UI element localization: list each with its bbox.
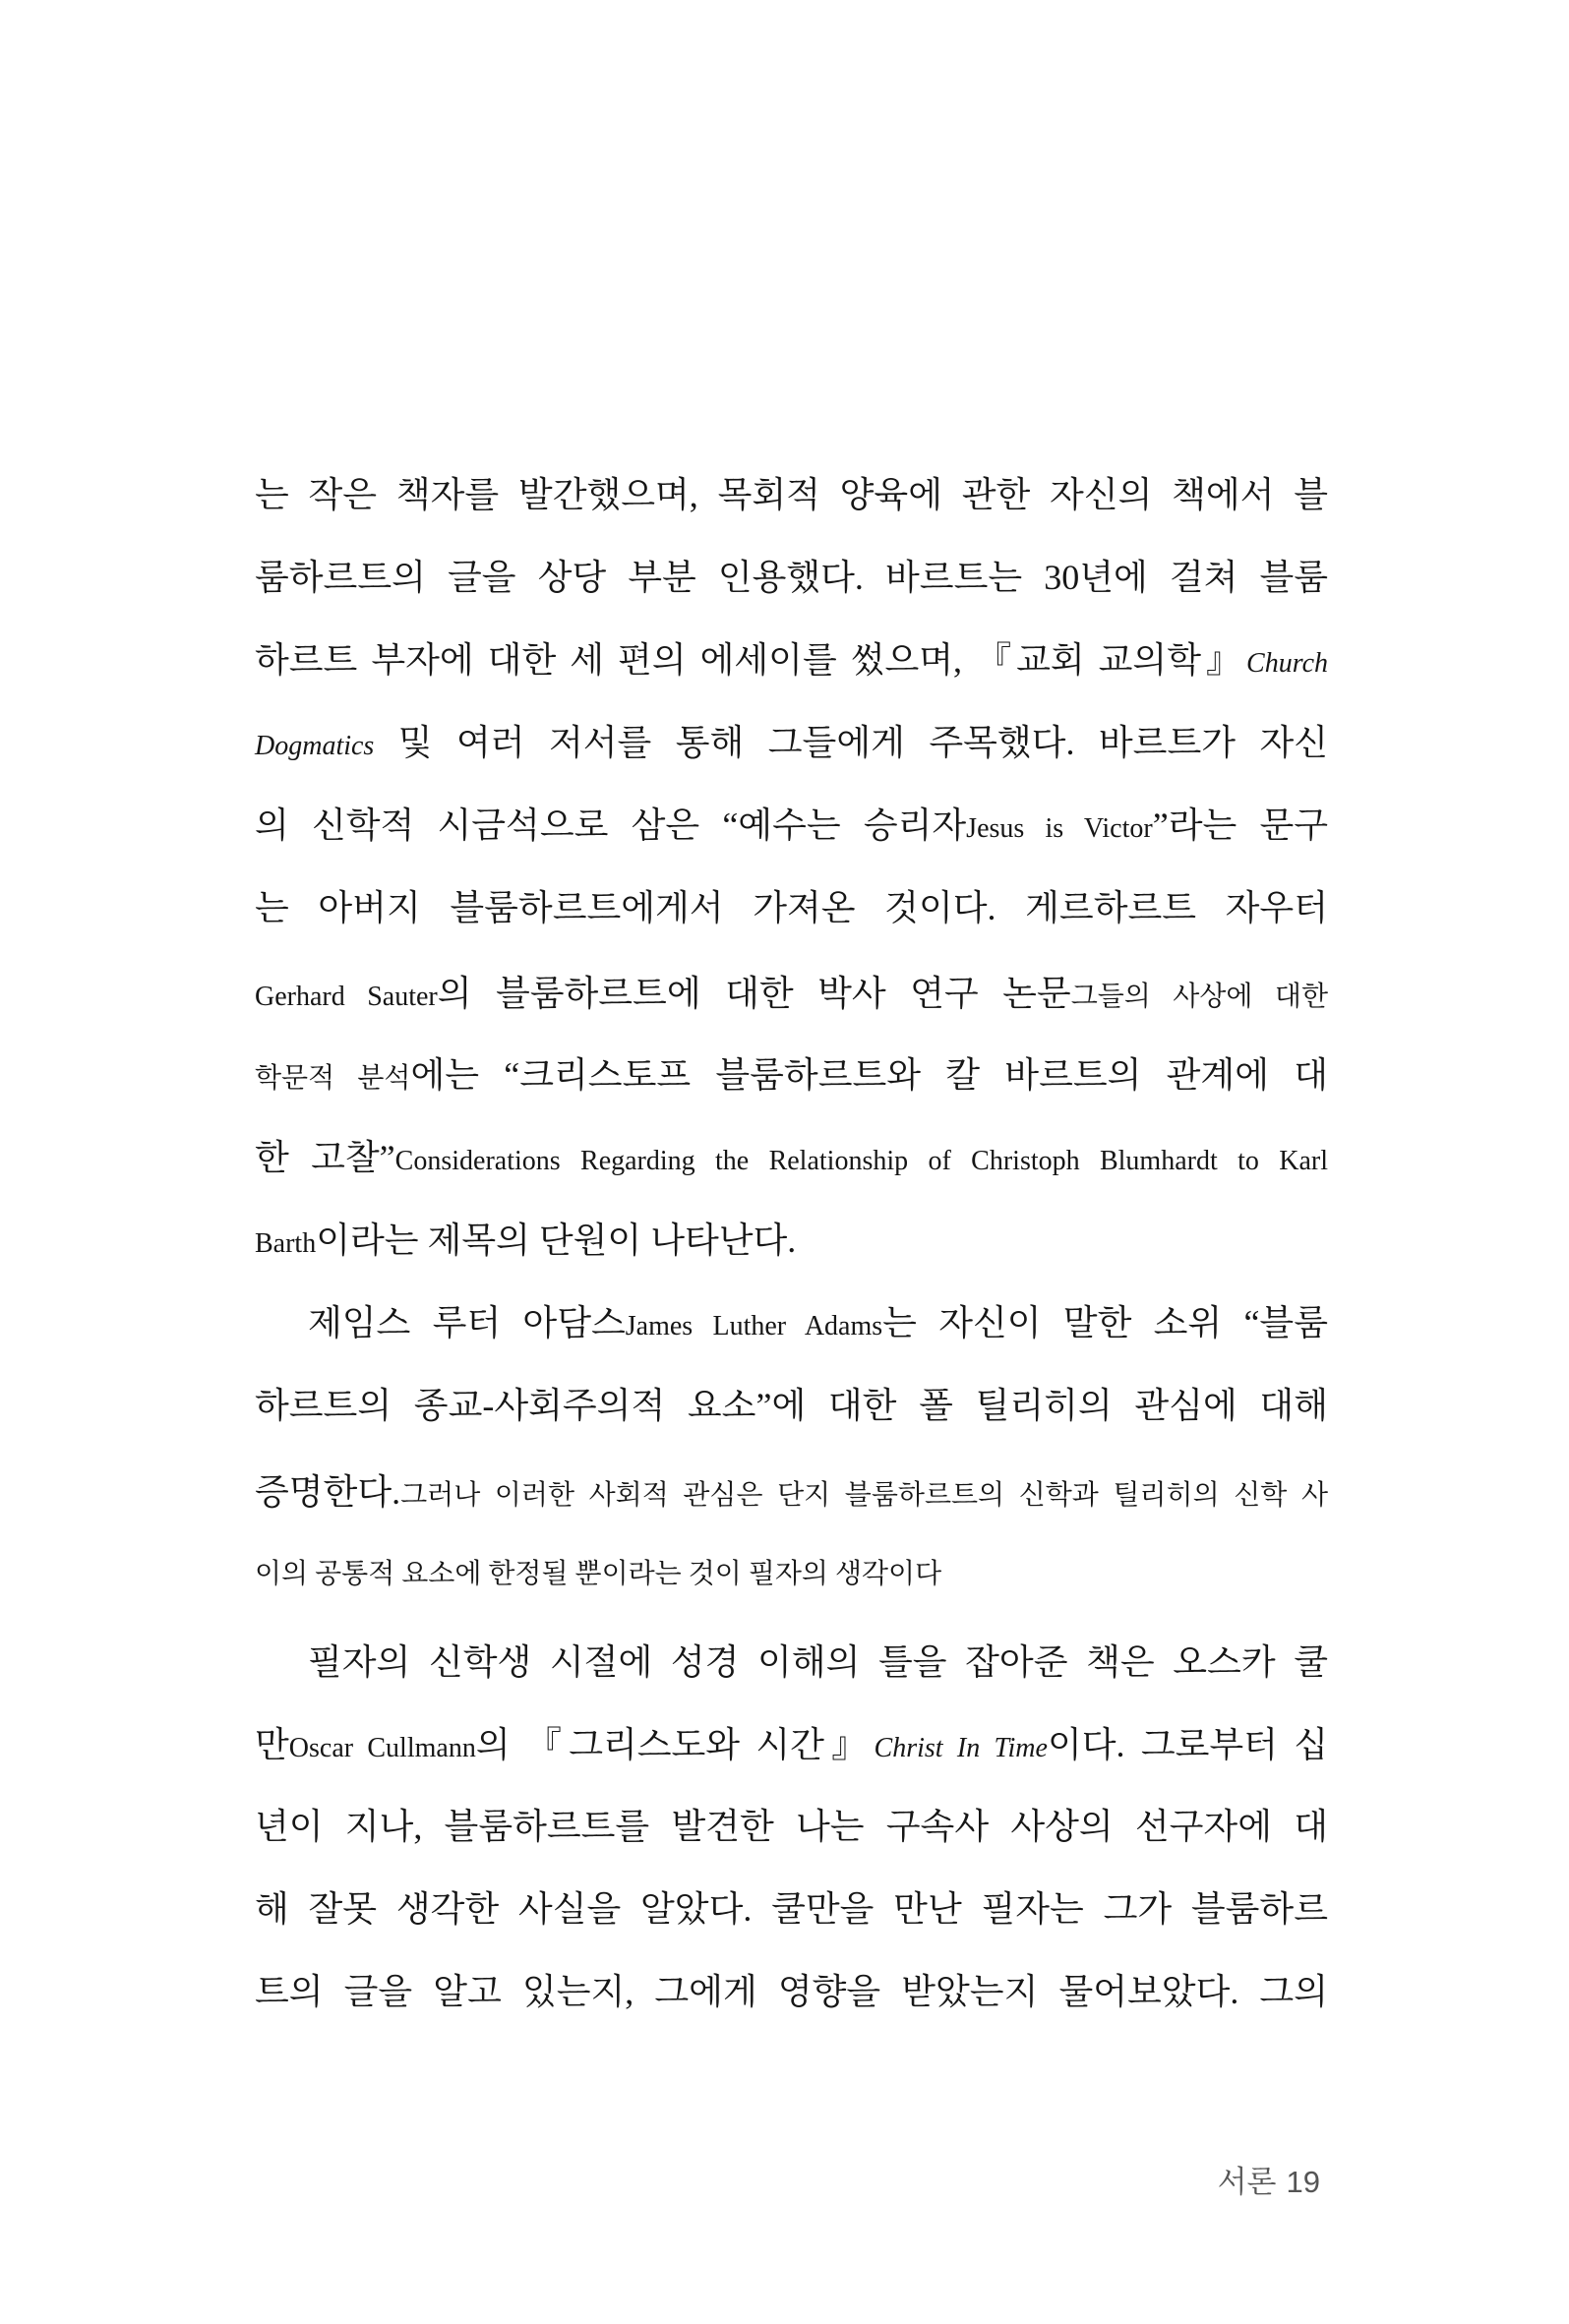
body-text: 이라는 제목의 단원이 나타난다. bbox=[316, 1221, 797, 1260]
body-text: 증명한다. bbox=[255, 1472, 401, 1512]
text-line bbox=[255, 1703, 1328, 1786]
italic-title: Christ In Time bbox=[874, 1733, 1048, 1763]
body-text: 의 신학적 시금석으로 삼은 “예수는 승리자 bbox=[255, 805, 967, 845]
body-text: 해 잘못 생각한 사실을 알았다. 쿨만을 만난 필자는 그가 블룸하르 bbox=[255, 1889, 1328, 1929]
body-text: 의 『그리스도와 시간』 bbox=[475, 1725, 875, 1764]
text-line bbox=[255, 701, 1328, 784]
body-text: 는 아버지 블룸하르트에게서 가져온 것이다. 게르하르트 자우터 bbox=[255, 888, 1328, 927]
body-text: 년이 지나, 블룸하르트를 발견한 나는 구속사 사상의 선구자에 대 bbox=[255, 1807, 1328, 1846]
body-text: 는 자신이 말한 소위 “블룸 bbox=[882, 1303, 1328, 1342]
running-footer bbox=[1218, 2161, 1320, 2204]
text-line bbox=[255, 536, 1328, 619]
text-line bbox=[255, 1451, 1328, 1533]
latin-term: James Luther Adams bbox=[625, 1311, 883, 1341]
text-line bbox=[255, 619, 1328, 701]
text-line bbox=[255, 952, 1328, 1035]
text-line bbox=[255, 784, 1328, 866]
body-text: 하르트의 종교-사회주의적 요소”에 대한 폴 틸리히의 관심에 대해 bbox=[255, 1386, 1328, 1425]
inline-note: 그러나 이러한 사회적 관심은 단지 블룸하르트의 신학과 틸리히의 신학 사 bbox=[400, 1480, 1328, 1511]
body-text: 제임스 루터 아담스 bbox=[308, 1303, 626, 1342]
inline-note: 그들의 사상에 대한 bbox=[1070, 982, 1328, 1012]
body-text: 만 bbox=[255, 1725, 289, 1764]
italic-title: Dogmatics bbox=[255, 731, 375, 761]
text-line bbox=[255, 1950, 1328, 2033]
text-line bbox=[255, 1785, 1328, 1868]
body-text: 의 블룸하르트에 대한 박사 연구 논문 bbox=[437, 974, 1071, 1013]
body-text: 및 여러 저서를 통해 그들에게 주목했다. 바르트가 자신 bbox=[374, 723, 1328, 762]
text-line bbox=[255, 866, 1328, 949]
body-text: 이다. 그로부터 십 bbox=[1047, 1725, 1329, 1764]
body-text: 에는 “크리스토프 블룸하르트와 칼 바르트의 관계에 대 bbox=[410, 1055, 1328, 1095]
body-text: 하르트 부자에 대한 세 편의 에세이를 썼으며, 『교회 교의학』 bbox=[255, 640, 1247, 680]
latin-term: Barth bbox=[255, 1228, 317, 1259]
text-line bbox=[255, 1868, 1328, 1950]
italic-title: Church bbox=[1246, 648, 1328, 679]
body-text: ”라는 문구 bbox=[1152, 805, 1329, 845]
text-line bbox=[255, 1281, 1328, 1364]
text-line bbox=[255, 1364, 1328, 1447]
body-text: 한 고찰” bbox=[255, 1138, 395, 1177]
body-text: 필자의 신학생 시절에 성경 이해의 틀을 잡아준 책은 오스카 쿨 bbox=[308, 1642, 1328, 1682]
text-line bbox=[255, 1116, 1328, 1199]
text-line bbox=[255, 453, 1328, 536]
body-text: 는 작은 책자를 발간했으며, 목회적 양육에 관한 자신의 책에서 블 bbox=[255, 475, 1328, 514]
latin-term: Oscar Cullmann bbox=[288, 1733, 476, 1763]
latin-term: Gerhard Sauter bbox=[255, 982, 438, 1012]
body-text: 룸하르트의 글을 상당 부분 인용했다. 바르트는 30년에 걸쳐 블룸 bbox=[255, 558, 1328, 597]
body-text: 트의 글을 알고 있는지, 그에게 영향을 받았는지 물어보았다. 그의 bbox=[255, 1972, 1328, 2011]
inline-note: 학문적 분석 bbox=[255, 1063, 411, 1094]
text-line bbox=[255, 1199, 1328, 1281]
inline-note: 이의 공통적 요소에 한정될 뿐이라는 것이 필자의 생각이다 bbox=[255, 1559, 942, 1589]
text-line bbox=[255, 1529, 1328, 1612]
latin-term: Jesus is Victor bbox=[966, 813, 1153, 844]
latin-term: Considerations Regarding the Relationship of Christoph Blumhardt to Karl bbox=[394, 1146, 1328, 1176]
text-line bbox=[255, 1621, 1328, 1703]
text-line bbox=[255, 1034, 1328, 1116]
page-number: 19 bbox=[1286, 2165, 1320, 2199]
section-title: 서론 bbox=[1217, 2165, 1277, 2199]
